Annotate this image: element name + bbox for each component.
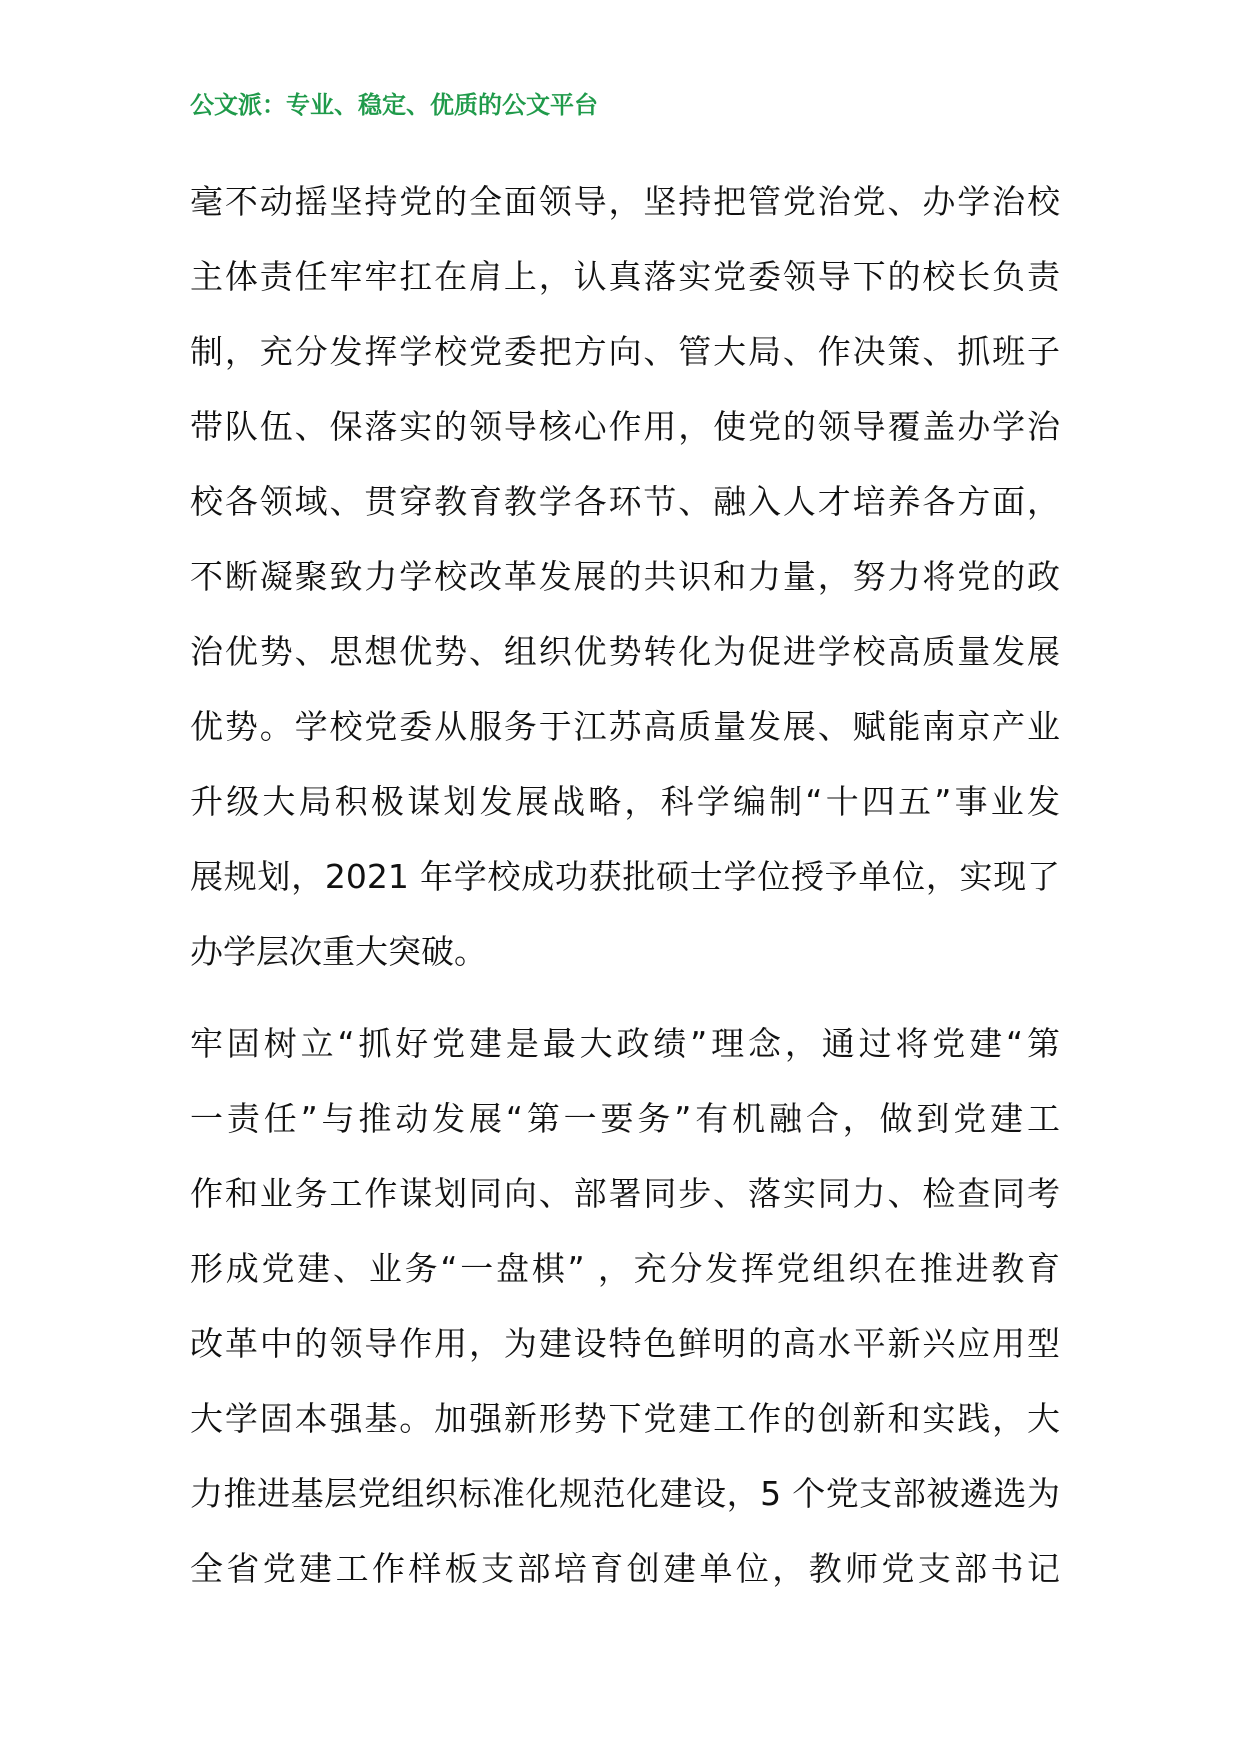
paragraph-line: 力推进基层党组织标准化规范化建设，5 个党支部被遴选为 (190, 1474, 1060, 1513)
paragraph-line: 牢固树立“抓好党建是最大政绩”理念，通过将党建“第 (190, 1024, 1060, 1063)
paragraph-2 (190, 1006, 1060, 1606)
paragraph-line: 不断凝聚致力学校改革发展的共识和力量，努力将党的政 (190, 557, 1060, 596)
paragraph-line: 主体责任牢牢扛在肩上，认真落实党委领导下的校长负责 (190, 257, 1060, 296)
paragraph-line: 升级大局积极谋划发展战略，科学编制“十四五”事业发 (190, 782, 1060, 821)
paragraph-line: 办学层次重大突破。 (190, 932, 487, 971)
paragraph-line: 大学固本强基。加强新形势下党建工作的创新和实践，大 (190, 1399, 1060, 1438)
paragraph-line: 毫不动摇坚持党的全面领导，坚持把管党治党、办学治校 (190, 182, 1060, 221)
paragraph-line: 改革中的领导作用，为建设特色鲜明的高水平新兴应用型 (190, 1324, 1060, 1363)
paragraph-line: 作和业务工作谋划同向、部署同步、落实同力、检查同考 (190, 1174, 1060, 1213)
page-header: 公文派：专业、稳定、优质的公文平台 (190, 91, 598, 119)
paragraph-line: 带队伍、保落实的领导核心作用，使党的领导覆盖办学治 (190, 407, 1060, 446)
paragraph-line: 形成党建、业务“一盘棋” ，充分发挥党组织在推进教育 (190, 1249, 1060, 1288)
paragraph-line: 全省党建工作样板支部培育创建单位，教师党支部书记 (190, 1549, 1060, 1588)
paragraph-line: 展规划，2021 年学校成功获批硕士学位授予单位，实现了 (190, 857, 1060, 896)
paragraph-line: 制，充分发挥学校党委把方向、管大局、作决策、抓班子 (190, 332, 1060, 371)
paragraph-line: 一责任”与推动发展“第一要务”有机融合，做到党建工 (190, 1099, 1060, 1138)
paragraph-line: 校各领域、贯穿教育教学各环节、融入人才培养各方面， (190, 482, 1060, 521)
paragraph-1 (190, 164, 1060, 989)
paragraph-line: 优势。学校党委从服务于江苏高质量发展、赋能南京产业 (190, 707, 1060, 746)
paragraph-line: 治优势、思想优势、组织优势转化为促进学校高质量发展 (190, 632, 1060, 671)
